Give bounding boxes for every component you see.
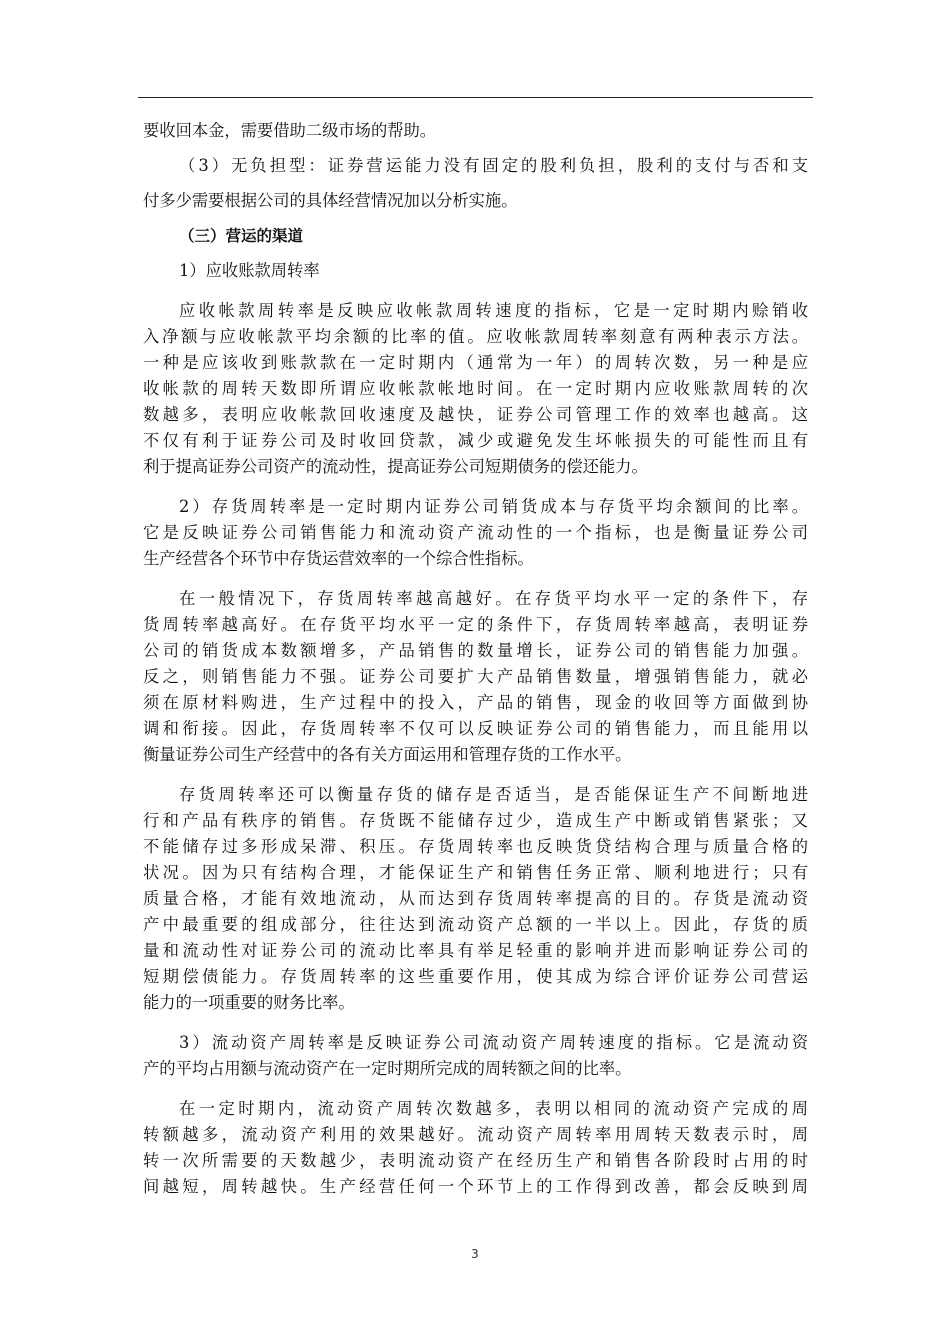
text-line: 在一般情况下，存货周转率越高越好。在存货平均水平一定的条件下，存 [179, 589, 808, 608]
paragraph [143, 1030, 808, 1082]
text-line: 产中最重要的组成部分，往往达到流动资产总额的一半以上。因此，存货的质 [143, 915, 808, 934]
text-line: 应收帐款周转率是反映应收帐款周转速度的指标，它是一定时期内赊销收 [179, 301, 808, 320]
paragraph [143, 782, 808, 1016]
text-line: 量和流动性对证券公司的流动比率具有举足轻重的影响并进而影响证券公司的 [143, 941, 808, 960]
text-line: 入净额与应收帐款平均余额的比率的值。应收帐款周转率刻意有两种表示方法。 [143, 327, 808, 346]
text-line: 转一次所需要的天数越少，表明流动资产在经历生产和销售各阶段时占用的时 [143, 1151, 808, 1170]
text-line: 调和衔接。因此，存货周转率不仅可以反映证券公司的销售能力，而且能用以 [143, 719, 808, 738]
subsection-heading: 1）应收账款周转率 [179, 261, 320, 280]
paragraph [143, 118, 808, 144]
text-line: 生产经营各个环节中存货运营效率的一个综合性指标。 [143, 549, 534, 568]
text-line: 衡量证券公司生产经营中的各有关方面运用和管理存货的工作水平。 [143, 745, 632, 764]
text-line: 反之，则销售能力不强。证券公司要扩大产品销售数量，增强销售能力，就必 [143, 667, 808, 686]
text-line: 间越短，周转越快。生产经营任何一个环节上的工作得到改善，都会反映到周 [143, 1177, 808, 1196]
paragraph [143, 153, 808, 214]
text-line: 短期偿债能力。存货周转率的这些重要作用，使其成为综合评价证券公司营运 [143, 967, 808, 986]
text-line: 在一定时期内，流动资产周转次数越多，表明以相同的流动资产完成的周 [179, 1099, 808, 1118]
section-heading: （三）营运的渠道 [179, 227, 304, 245]
text-line: 存货周转率还可以衡量存货的储存是否适当，是否能保证生产不间断地进 [179, 785, 808, 804]
text-line: 它是反映证券公司销售能力和流动资产流动性的一个指标，也是衡量证券公司 [143, 523, 808, 542]
text-line: 转额越多，流动资产利用的效果越好。流动资产周转率用周转天数表示时，周 [143, 1125, 808, 1144]
text-line: 收帐款的周转天数即所谓应收帐款帐地时间。在一定时期内应收账款周转的次 [143, 379, 808, 398]
paragraph [143, 586, 808, 768]
text-line: 要收回本金，需要借助二级市场的帮助。 [143, 121, 437, 140]
text-line: 不能储存过多形成呆滞、积压。存货周转率也反映货贷结构合理与质量合格的 [143, 837, 808, 856]
paragraph [143, 494, 808, 572]
paragraph [143, 1096, 808, 1200]
text-line: 行和产品有秩序的销售。存货既不能储存过少，造成生产中断或销售紧张；又 [143, 811, 808, 830]
text-line: 付多少需要根据公司的具体经营情况加以分析实施。 [143, 191, 518, 210]
text-line: 质量合格，才能有效地流动，从而达到存货周转率提高的目的。存货是流动资 [143, 889, 808, 908]
text-line: 2）存货周转率是一定时期内证券公司销货成本与存货平均余额间的比率。 [179, 497, 808, 516]
text-line: 不仅有利于证券公司及时收回贷款，减少或避免发生坏帐损失的可能性而且有 [143, 431, 808, 450]
paragraph [143, 298, 808, 480]
page-number: 3 [471, 1247, 479, 1261]
text-line: 状况。因为只有结构合理，才能保证生产和销售任务正常、顺利地进行；只有 [143, 863, 808, 882]
text-line: 公司的销货成本数额增多，产品销售的数量增长，证券公司的销售能力加强。 [143, 641, 808, 660]
document-body [143, 118, 808, 1200]
text-line: 利于提高证券公司资产的流动性，提高证券公司短期债务的偿还能力。 [143, 457, 648, 476]
text-line: 货周转率越高好。在存货平均水平一定的条件下，存货周转率越高，表明证券 [143, 615, 808, 634]
header-rule [138, 97, 813, 98]
text-line: 一种是应该收到账款款在一定时期内（通常为一年）的周转次数，另一种是应 [143, 353, 808, 372]
text-line: 产的平均占用额与流动资产在一定时期所完成的周转额之间的比率。 [143, 1059, 632, 1078]
text-line: 数越多，表明应收帐款回收速度及越快，证券公司管理工作的效率也越高。这 [143, 405, 808, 424]
text-line: 3）流动资产周转率是反映证券公司流动资产周转速度的指标。它是流动资 [179, 1033, 808, 1052]
text-line: 能力的一项重要的财务比率。 [143, 993, 355, 1012]
text-line: （3）无负担型：证券营运能力没有固定的股利负担，股利的支付与否和支 [179, 156, 808, 175]
text-line: 须在原材料购进，生产过程中的投入，产品的销售，现金的收回等方面做到协 [143, 693, 808, 712]
